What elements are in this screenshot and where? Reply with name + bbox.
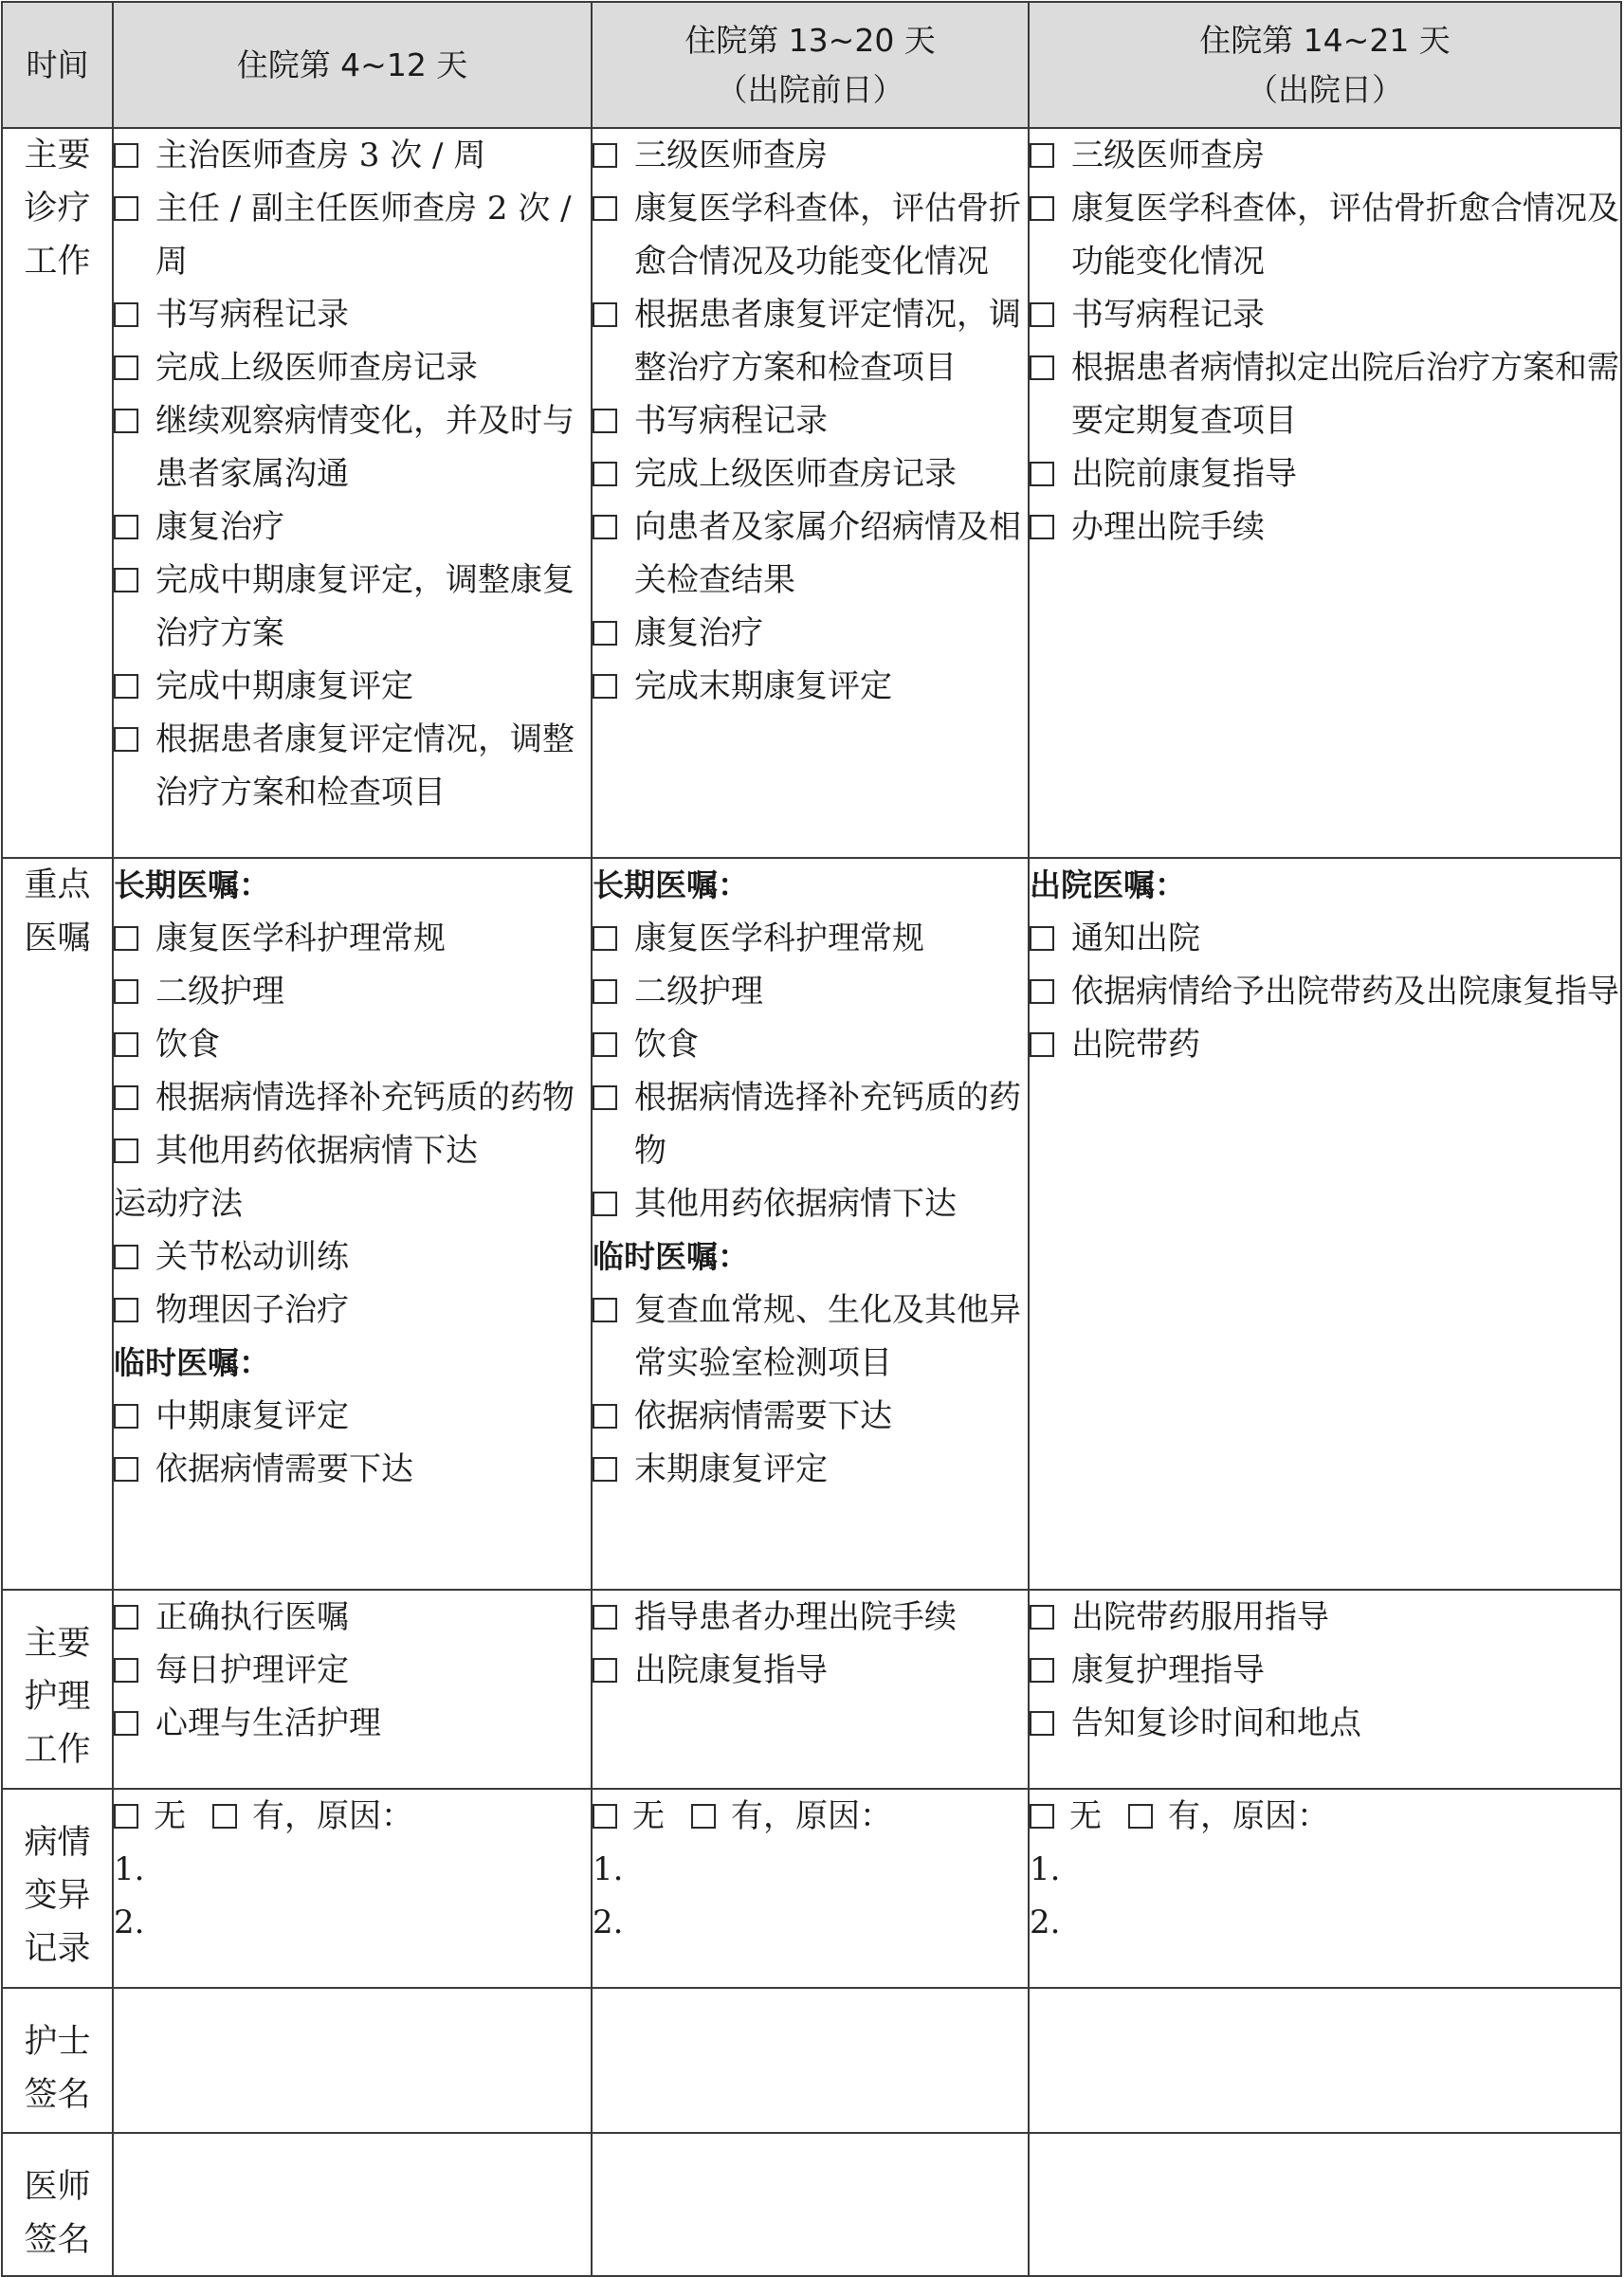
checklist-item xyxy=(114,1124,591,1177)
nursing-col3 xyxy=(1029,1590,1621,1789)
row-label-variance-text: 病情变异记录 xyxy=(24,1824,91,1968)
checklist-item xyxy=(593,965,1028,1018)
checkbox[interactable] xyxy=(593,515,617,539)
checkbox[interactable] xyxy=(593,1658,617,1683)
checklist-item-text: 其他用药依据病情下达 xyxy=(634,1185,957,1223)
checklist-item xyxy=(593,912,1028,965)
diagnosis-col3 xyxy=(1029,128,1621,858)
checklist-item xyxy=(1030,1018,1620,1071)
checklist-item-text: 通知出院 xyxy=(1071,920,1200,957)
checkbox[interactable] xyxy=(114,355,138,380)
checklist-item xyxy=(114,1591,591,1644)
row-label-nursing xyxy=(2,1590,113,1789)
checkbox[interactable] xyxy=(1030,515,1054,539)
checkbox[interactable] xyxy=(1128,1804,1153,1829)
checklist-item-text: 出院康复指导 xyxy=(634,1651,828,1689)
checkbox[interactable] xyxy=(593,1192,617,1216)
checkbox[interactable] xyxy=(593,1457,617,1482)
checklist-item xyxy=(593,394,1028,447)
row-orders xyxy=(2,858,1621,1590)
checklist-item xyxy=(114,341,591,394)
variance-none-option[interactable] xyxy=(593,1790,665,1843)
checkbox[interactable] xyxy=(114,302,138,327)
checkbox[interactable] xyxy=(691,1804,716,1829)
checkbox[interactable] xyxy=(1030,979,1054,1004)
checklist-item-text: 出院带药 xyxy=(1071,1026,1200,1064)
header-days-14-21 xyxy=(1029,2,1621,128)
checklist-item-text: 出院前康复指导 xyxy=(1071,455,1297,493)
exercise-therapy-list xyxy=(114,1230,591,1337)
row-label-diagnosis-text: 主要诊疗工作 xyxy=(24,137,91,281)
checkbox[interactable] xyxy=(1030,196,1054,221)
checklist-item-text: 主治医师查房 3 次 / 周 xyxy=(155,137,486,174)
checklist-item xyxy=(593,129,1028,182)
checklist-item-text: 办理出院手续 xyxy=(1071,508,1265,546)
variance-has-option[interactable] xyxy=(212,1790,413,1843)
checklist-item-text: 其他用药依据病情下达 xyxy=(155,1132,478,1170)
checklist-item-text: 向患者及家属介绍病情及相关检查结果 xyxy=(634,508,1021,599)
checklist-item xyxy=(114,129,591,182)
row-label-nurse-signature-text: 护士签名 xyxy=(24,2023,91,2114)
checkbox[interactable] xyxy=(593,143,617,168)
checklist-item xyxy=(114,1644,591,1697)
checklist-item xyxy=(1030,341,1620,447)
checklist-item-text: 中期康复评定 xyxy=(155,1397,349,1435)
checklist-item-text: 康复医学科护理常规 xyxy=(634,920,924,957)
variance-none-option-label: 无 xyxy=(632,1797,665,1835)
variance-col3 xyxy=(1029,1789,1621,1988)
variance-has-option-label: 有，原因： xyxy=(731,1797,892,1835)
checkbox[interactable] xyxy=(593,462,617,486)
variance-reason-line2[interactable]: 2. xyxy=(114,1904,145,1941)
checkbox[interactable] xyxy=(114,1658,138,1683)
checklist-item-text: 饮食 xyxy=(155,1026,220,1064)
header-days-4-12-text: 住院第 4~12 天 xyxy=(236,46,468,83)
checkbox[interactable] xyxy=(1030,355,1054,380)
checkbox[interactable] xyxy=(114,674,138,699)
checklist-item xyxy=(114,1230,591,1284)
checklist-item xyxy=(593,1018,1028,1071)
row-label-diagnosis xyxy=(2,128,113,858)
checklist-item xyxy=(114,1071,591,1124)
temporary-orders-list xyxy=(593,1284,1028,1496)
variance-none-option-label: 无 xyxy=(1069,1797,1102,1835)
checklist-item xyxy=(593,447,1028,501)
long-term-orders-heading: 长期医嘱： xyxy=(593,866,749,903)
checklist-item xyxy=(1030,501,1620,554)
checklist-item xyxy=(593,1443,1028,1496)
nursing-col2 xyxy=(592,1590,1029,1789)
checklist-item-text: 根据患者病情拟定出院后治疗方案和需要定期复查项目 xyxy=(1071,349,1619,440)
checklist-item-text: 完成上级医师查房记录 xyxy=(155,349,478,387)
variance-col2 xyxy=(592,1789,1029,1988)
checklist-item-text: 完成上级医师查房记录 xyxy=(634,455,957,493)
nurse-signature-col1[interactable] xyxy=(113,1988,592,2133)
checkbox[interactable] xyxy=(114,1711,138,1736)
exercise-therapy-heading: 运动疗法 xyxy=(114,1185,243,1223)
row-label-doctor-signature-text: 医师签名 xyxy=(24,2168,91,2259)
row-label-variance xyxy=(2,1789,113,1988)
checklist-item xyxy=(114,182,591,288)
variance-col1 xyxy=(113,1789,592,1988)
checklist-item xyxy=(593,660,1028,713)
checkbox[interactable] xyxy=(593,1404,617,1429)
checklist-item-text: 三级医师查房 xyxy=(634,137,828,174)
row-label-nursing-text: 主要护理工作 xyxy=(24,1625,91,1769)
checklist-item xyxy=(593,1644,1028,1697)
header-days-13-20 xyxy=(592,2,1029,128)
checkbox[interactable] xyxy=(593,1085,617,1110)
temporary-orders-list xyxy=(114,1390,591,1496)
checklist-item-text: 康复护理指导 xyxy=(1071,1651,1265,1689)
checklist-item xyxy=(114,965,591,1018)
checkbox[interactable] xyxy=(593,302,617,327)
row-diagnosis xyxy=(2,128,1621,858)
checklist-item-text: 关节松动训练 xyxy=(155,1238,349,1276)
checklist-item xyxy=(1030,129,1620,182)
checkbox[interactable] xyxy=(114,1457,138,1482)
checklist-item-text: 复查血常规、生化及其他异常实验室检测项目 xyxy=(634,1291,1021,1382)
checkbox[interactable] xyxy=(593,674,617,699)
checkbox[interactable] xyxy=(1030,1804,1054,1829)
checkbox[interactable] xyxy=(114,143,138,168)
checklist-item xyxy=(114,1443,591,1496)
checkbox[interactable] xyxy=(114,926,138,951)
variance-reason-line2[interactable]: 2. xyxy=(593,1904,624,1941)
checkbox[interactable] xyxy=(114,1605,138,1630)
checkbox[interactable] xyxy=(114,1245,138,1269)
checkbox[interactable] xyxy=(114,1804,138,1829)
checklist-item-text: 康复医学科查体，评估骨折愈合情况及功能变化情况 xyxy=(634,190,1021,281)
checklist-item xyxy=(593,182,1028,288)
row-doctor-signature xyxy=(2,2133,1621,2276)
checklist-item xyxy=(114,1018,591,1071)
checklist-item-text: 物理因子治疗 xyxy=(155,1291,349,1329)
doctor-signature-col1[interactable] xyxy=(113,2133,592,2276)
checkbox[interactable] xyxy=(1030,462,1054,486)
variance-has-option-label: 有，原因： xyxy=(1168,1797,1329,1835)
checklist-item xyxy=(593,288,1028,394)
discharge-orders-heading: 出院医嘱： xyxy=(1030,866,1186,903)
checklist-item xyxy=(593,607,1028,660)
checkbox[interactable] xyxy=(114,1404,138,1429)
checkbox[interactable] xyxy=(593,979,617,1004)
checklist-item xyxy=(1030,288,1620,341)
variance-has-option[interactable] xyxy=(691,1790,892,1843)
doctor-signature-col3[interactable] xyxy=(1029,2133,1621,2276)
checklist-item xyxy=(114,713,591,819)
checklist-item-text: 完成中期康复评定，调整康复治疗方案 xyxy=(155,561,575,652)
checkbox[interactable] xyxy=(593,621,617,646)
checkbox[interactable] xyxy=(593,926,617,951)
checkbox[interactable] xyxy=(593,1804,617,1829)
checkbox[interactable] xyxy=(114,727,138,752)
checklist-item xyxy=(1030,965,1620,1018)
checklist-item-text: 根据病情选择补充钙质的药物 xyxy=(155,1079,575,1117)
header-time: 时间 xyxy=(2,2,113,128)
checkbox[interactable] xyxy=(114,196,138,221)
header-days-14-21-text: 住院第 14~21 天 xyxy=(1199,21,1451,59)
checklist-item-text: 三级医师查房 xyxy=(1071,137,1265,174)
checklist-item-text: 完成末期康复评定 xyxy=(634,667,892,705)
orders-col3 xyxy=(1029,858,1621,1590)
checklist-item xyxy=(114,554,591,660)
checklist-item xyxy=(1030,1644,1620,1697)
checklist-item-text: 二级护理 xyxy=(155,973,284,1011)
checklist-item xyxy=(593,1390,1028,1443)
variance-options xyxy=(1030,1790,1620,1843)
checklist-item xyxy=(593,1177,1028,1230)
checklist-item-text: 末期康复评定 xyxy=(634,1450,828,1488)
nursing-col1 xyxy=(113,1590,592,1789)
checklist-item-text: 正确执行医嘱 xyxy=(155,1598,349,1636)
checklist-item-text: 康复医学科查体，评估骨折愈合情况及功能变化情况 xyxy=(1071,190,1619,281)
checklist-item xyxy=(114,288,591,341)
checklist-item-text: 指导患者办理出院手续 xyxy=(634,1598,957,1636)
checkbox[interactable] xyxy=(1030,1605,1054,1630)
variance-none-option-label: 无 xyxy=(154,1797,186,1835)
checklist-item-text: 书写病程记录 xyxy=(155,296,349,334)
row-label-doctor-signature xyxy=(2,2133,113,2276)
checklist-item-text: 康复治疗 xyxy=(155,508,284,546)
checklist-item xyxy=(114,394,591,501)
checkbox[interactable] xyxy=(593,196,617,221)
row-label-nurse-signature xyxy=(2,1988,113,2133)
checklist-item-text: 根据患者康复评定情况，调整治疗方案和检查项目 xyxy=(155,720,575,811)
checklist-item xyxy=(593,1071,1028,1177)
row-variance xyxy=(2,1789,1621,1988)
checklist-item xyxy=(114,660,591,713)
checklist-item-text: 根据病情选择补充钙质的药物 xyxy=(634,1079,1021,1170)
checklist-item-text: 依据病情需要下达 xyxy=(155,1450,413,1488)
checklist-item xyxy=(114,1284,591,1337)
checklist-item xyxy=(114,1697,591,1750)
checklist-item-text: 根据患者康复评定情况，调整治疗方案和检查项目 xyxy=(634,296,1021,387)
checklist-item xyxy=(593,1591,1028,1644)
diagnosis-col1 xyxy=(113,128,592,858)
temporary-orders-heading: 临时医嘱： xyxy=(593,1238,749,1275)
checkbox[interactable] xyxy=(114,979,138,1004)
header-row xyxy=(2,2,1621,128)
checklist-item xyxy=(1030,182,1620,288)
checklist-item xyxy=(114,1390,591,1443)
checklist-item-text: 依据病情需要下达 xyxy=(634,1397,892,1435)
checkbox[interactable] xyxy=(114,1138,138,1163)
checkbox[interactable] xyxy=(114,568,138,592)
variance-reason-line1[interactable]: 1. xyxy=(114,1850,145,1888)
checkbox[interactable] xyxy=(114,1032,138,1057)
checkbox[interactable] xyxy=(593,1605,617,1630)
header-days-4-12 xyxy=(113,2,592,128)
checklist-item xyxy=(1030,1591,1620,1644)
checklist-item-text: 出院带药服用指导 xyxy=(1071,1598,1329,1636)
checkbox[interactable] xyxy=(1030,302,1054,327)
orders-col2 xyxy=(592,858,1029,1590)
orders-col1 xyxy=(113,858,592,1590)
checklist-item xyxy=(1030,447,1620,501)
checkbox[interactable] xyxy=(114,409,138,433)
discharge-orders-list xyxy=(1030,912,1620,1071)
nurse-signature-col3[interactable] xyxy=(1029,1988,1621,2133)
checklist-item-text: 依据病情给予出院带药及出院康复指导 xyxy=(1071,973,1619,1011)
checklist-item-text: 饮食 xyxy=(634,1026,699,1064)
checklist-item xyxy=(1030,1697,1620,1750)
checklist-item-text: 完成中期康复评定 xyxy=(155,667,413,705)
long-term-orders-heading: 长期医嘱： xyxy=(114,866,270,903)
variance-reason-line1[interactable]: 1. xyxy=(593,1850,624,1888)
temporary-orders-heading: 临时医嘱： xyxy=(114,1344,270,1381)
row-nurse-signature xyxy=(2,1988,1621,2133)
variance-options xyxy=(114,1790,591,1843)
checkbox[interactable] xyxy=(593,1298,617,1322)
checklist-item xyxy=(593,501,1028,607)
variance-options xyxy=(593,1790,1028,1843)
header-days-13-20-subtitle: （出院前日） xyxy=(716,70,904,108)
checkbox[interactable] xyxy=(1030,143,1054,168)
checklist-item-text: 康复治疗 xyxy=(634,614,763,652)
checkbox[interactable] xyxy=(212,1804,237,1829)
variance-has-option-label: 有，原因： xyxy=(252,1797,413,1835)
checklist-item xyxy=(114,501,591,554)
diagnosis-col2 xyxy=(592,128,1029,858)
checklist-item-text: 二级护理 xyxy=(634,973,763,1011)
checkbox[interactable] xyxy=(114,515,138,539)
row-label-orders xyxy=(2,858,113,1590)
variance-none-option[interactable] xyxy=(1030,1790,1102,1843)
checkbox[interactable] xyxy=(1030,1032,1054,1057)
checklist-item-text: 主任 / 副主任医师查房 2 次 / 周 xyxy=(155,190,572,281)
checkbox[interactable] xyxy=(114,1085,138,1110)
long-term-orders-list xyxy=(114,912,591,1177)
checkbox[interactable] xyxy=(593,409,617,433)
checkbox[interactable] xyxy=(1030,926,1054,951)
clinical-pathway-table xyxy=(1,1,1622,2277)
nurse-signature-col2[interactable] xyxy=(592,1988,1029,2133)
checklist-item-text: 继续观察病情变化，并及时与患者家属沟通 xyxy=(155,402,575,493)
checklist-item-text: 每日护理评定 xyxy=(155,1651,349,1689)
doctor-signature-col2[interactable] xyxy=(592,2133,1029,2276)
header-days-14-21-subtitle: （出院日） xyxy=(1247,70,1403,108)
checkbox[interactable] xyxy=(1030,1658,1054,1683)
checklist-item-text: 康复医学科护理常规 xyxy=(155,920,446,957)
checklist-item-text: 书写病程记录 xyxy=(634,402,828,440)
variance-reason-line1[interactable]: 1. xyxy=(1030,1850,1061,1888)
checklist-item xyxy=(593,1284,1028,1390)
variance-has-option[interactable] xyxy=(1128,1790,1329,1843)
checklist-item xyxy=(1030,912,1620,965)
checkbox[interactable] xyxy=(114,1298,138,1322)
variance-reason-line2[interactable]: 2. xyxy=(1030,1904,1061,1941)
checkbox[interactable] xyxy=(1030,1711,1054,1736)
checklist-item xyxy=(114,912,591,965)
row-nursing xyxy=(2,1590,1621,1789)
header-days-13-20-text: 住院第 13~20 天 xyxy=(684,21,936,59)
checklist-item-text: 书写病程记录 xyxy=(1071,296,1265,334)
checkbox[interactable] xyxy=(593,1032,617,1057)
variance-none-option[interactable] xyxy=(114,1790,186,1843)
row-label-orders-text: 重点医嘱 xyxy=(24,866,91,957)
checklist-item-text: 心理与生活护理 xyxy=(155,1704,381,1742)
long-term-orders-list xyxy=(593,912,1028,1230)
checklist-item-text: 告知复诊时间和地点 xyxy=(1071,1704,1361,1742)
